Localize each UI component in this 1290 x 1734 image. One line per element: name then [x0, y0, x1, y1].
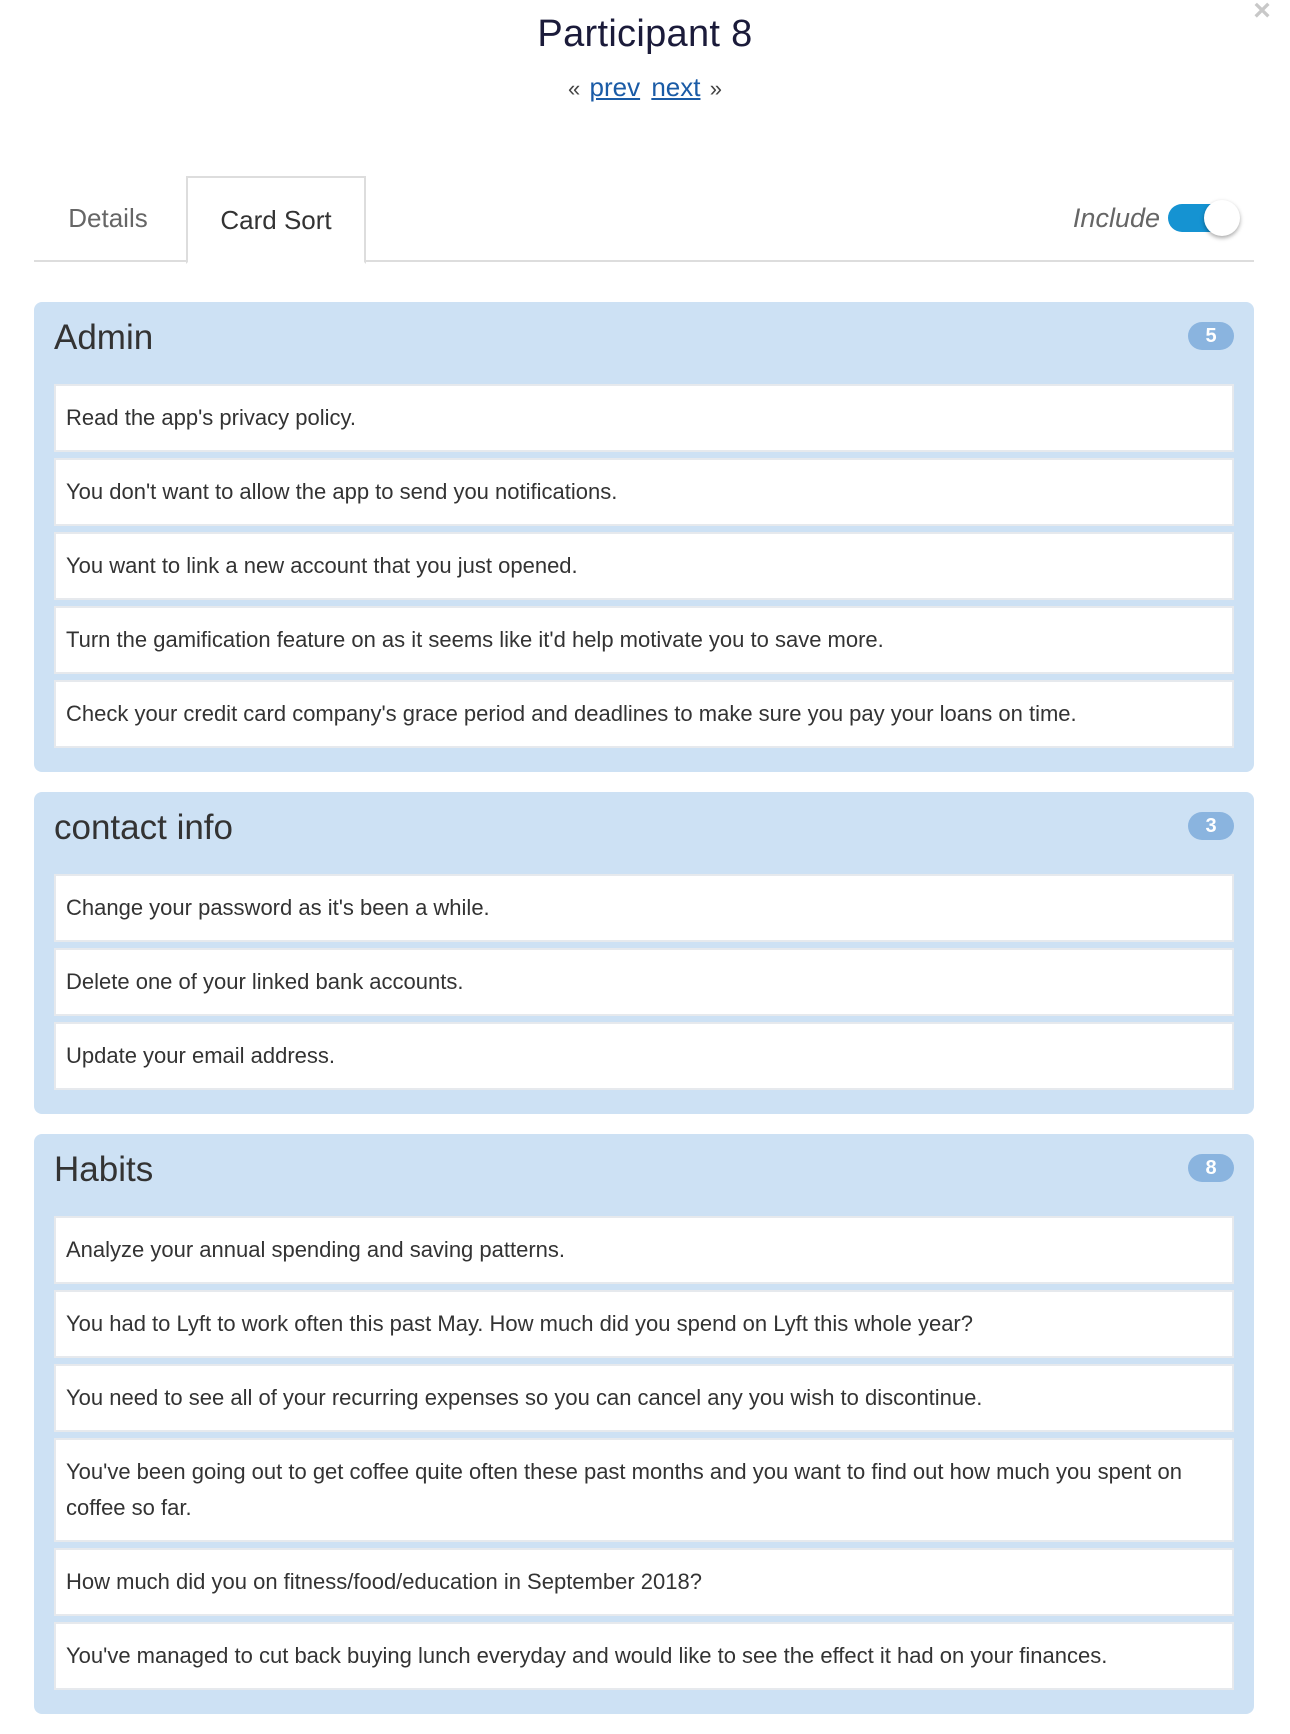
card-sort-groups [34, 302, 1254, 1734]
sort-card[interactable]: Read the app's privacy policy. [54, 384, 1234, 452]
tab-bar [34, 176, 1254, 262]
card-list [54, 1216, 1234, 1690]
sort-card[interactable]: You need to see all of your recurring expenses so you can cancel any you wish to discontinue. [54, 1364, 1234, 1432]
include-toggle[interactable] [1168, 201, 1240, 235]
next-link[interactable]: next [651, 72, 701, 102]
page-title: Participant 8 [537, 13, 753, 55]
category-header [54, 808, 1234, 860]
category-header [54, 318, 1234, 370]
include-label: Include [1072, 202, 1160, 233]
sort-card[interactable]: Check your credit card company's grace period and deadlines to make sure you pay your loans on time. [54, 680, 1234, 748]
category-title: Habits [54, 1150, 154, 1189]
sort-card[interactable]: Change your password as it's been a while. [54, 874, 1234, 942]
sort-card[interactable]: Analyze your annual spending and saving patterns. [54, 1216, 1234, 1284]
tab-card-sort[interactable]: Card Sort [186, 176, 366, 264]
sort-card[interactable]: You had to Lyft to work often this past May. How much did you spend on Lyft this whole year? [54, 1290, 1234, 1358]
next-arrow-icon: » [709, 76, 722, 101]
sort-card[interactable]: Turn the gamification feature on as it seems like it'd help motivate you to save more. [54, 606, 1234, 674]
category-group [34, 1134, 1254, 1714]
sort-card[interactable]: Update your email address. [54, 1022, 1234, 1090]
sort-card[interactable]: You've been going out to get coffee quite often these past months and you want to find out how much you spent on coffee so far. [54, 1438, 1234, 1542]
card-list [54, 384, 1234, 748]
close-icon[interactable]: × [1253, 0, 1271, 27]
category-title: Admin [54, 318, 154, 357]
sort-card[interactable]: How much did you on fitness/food/education in September 2018? [54, 1548, 1234, 1616]
sort-card[interactable]: You've managed to cut back buying lunch everyday and would like to see the effect it had on your finances. [54, 1622, 1234, 1690]
card-count-badge: 3 [1188, 812, 1234, 840]
include-control [1073, 198, 1240, 238]
sort-card[interactable]: You don't want to allow the app to send you notifications. [54, 458, 1234, 526]
toggle-knob [1204, 200, 1240, 236]
modal-header [0, 0, 1290, 104]
prev-link[interactable]: prev [589, 72, 641, 102]
card-count-badge: 5 [1188, 322, 1234, 350]
category-header [54, 1150, 1234, 1202]
category-group [34, 792, 1254, 1114]
sort-card[interactable]: Delete one of your linked bank accounts. [54, 948, 1234, 1016]
card-list [54, 874, 1234, 1090]
participant-pager [0, 72, 1290, 104]
sort-card[interactable]: You want to link a new account that you just opened. [54, 532, 1234, 600]
card-count-badge: 8 [1188, 1154, 1234, 1182]
category-title: contact info [54, 808, 233, 847]
category-group [34, 302, 1254, 772]
prev-arrow-icon: « [568, 76, 581, 101]
tab-details[interactable]: Details [68, 203, 148, 233]
